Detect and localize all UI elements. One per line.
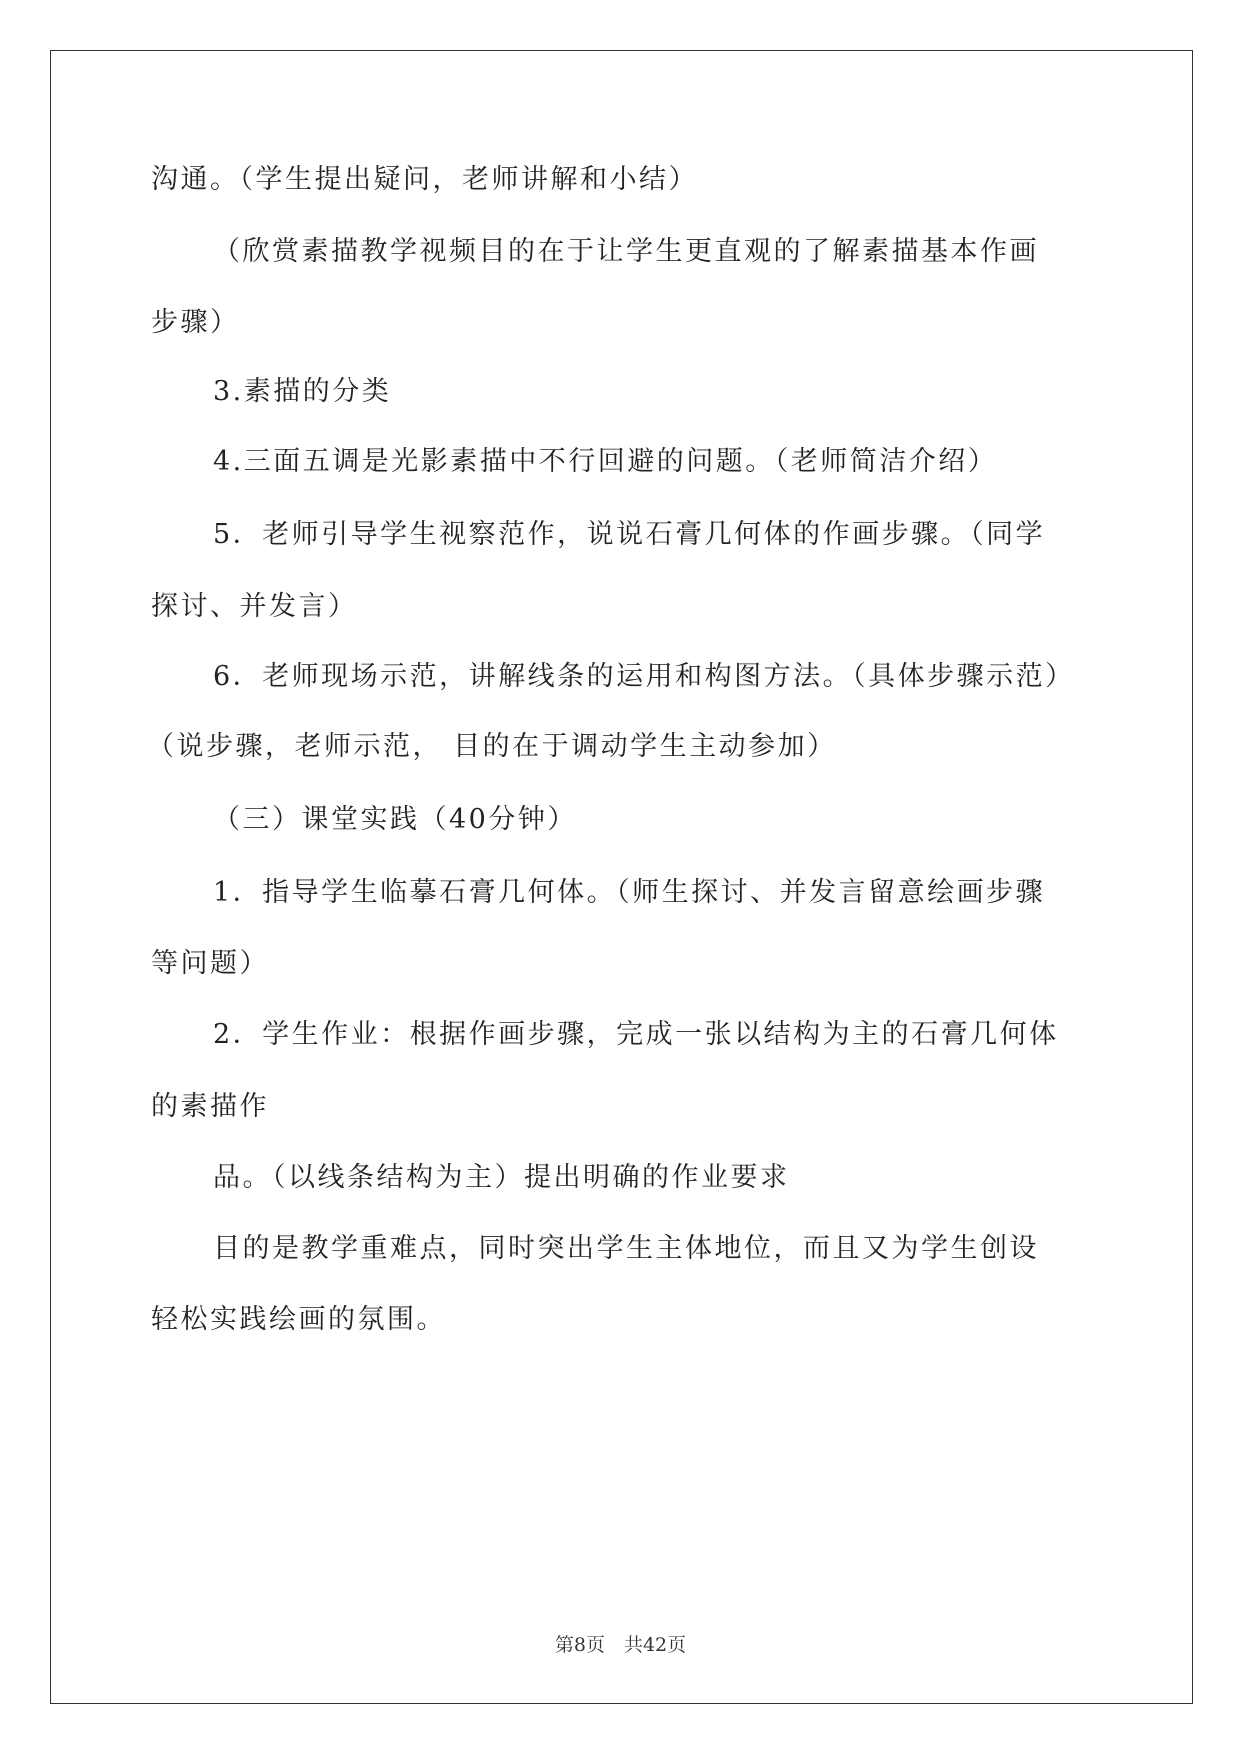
section-heading: （三）课堂实践（40分钟）: [213, 804, 577, 835]
paragraph-line: 6．老师现场示范，讲解线条的运用和构图方法。（具体步骤示范）: [213, 661, 1075, 692]
paragraph-line: 步骤）: [151, 307, 240, 338]
paragraph-line: 1．指导学生临摹石膏几何体。（师生探讨、并发言留意绘画步骤: [213, 877, 1046, 908]
paragraph-line: （说步骤，老师示范， 目的在于调动学生主动参加）: [147, 731, 837, 762]
paragraph-line: （欣赏素描教学视频目的在于让学生更直观的了解素描基本作画: [213, 236, 1039, 267]
paragraph-line: 目的是教学重难点，同时突出学生主体地位，而且又为学生创设: [213, 1233, 1039, 1264]
paragraph-line: 轻松实践绘画的氛围。: [151, 1304, 446, 1335]
paragraph-line: 3.素描的分类: [213, 376, 392, 407]
paragraph-line: 5．老师引导学生视察范作，说说石膏几何体的作画步骤。（同学: [213, 519, 1046, 550]
paragraph-line: 探讨、并发言）: [151, 591, 358, 622]
paragraph-line: 沟通。（学生提出疑问，老师讲解和小结）: [151, 164, 698, 195]
paragraph-line: 4.三面五调是光影素描中不行回避的问题。（老师简洁介绍）: [213, 446, 998, 477]
page-number-footer: 第8页 共42页: [554, 1634, 687, 1656]
paragraph-line: 2．学生作业：根据作画步骤，完成一张以结构为主的石膏几何体: [213, 1019, 1059, 1050]
paragraph-line: 的素描作: [151, 1091, 269, 1122]
paragraph-line: 品。（以线条结构为主）提出明确的作业要求: [213, 1162, 790, 1193]
paragraph-line: 等问题）: [151, 948, 269, 979]
